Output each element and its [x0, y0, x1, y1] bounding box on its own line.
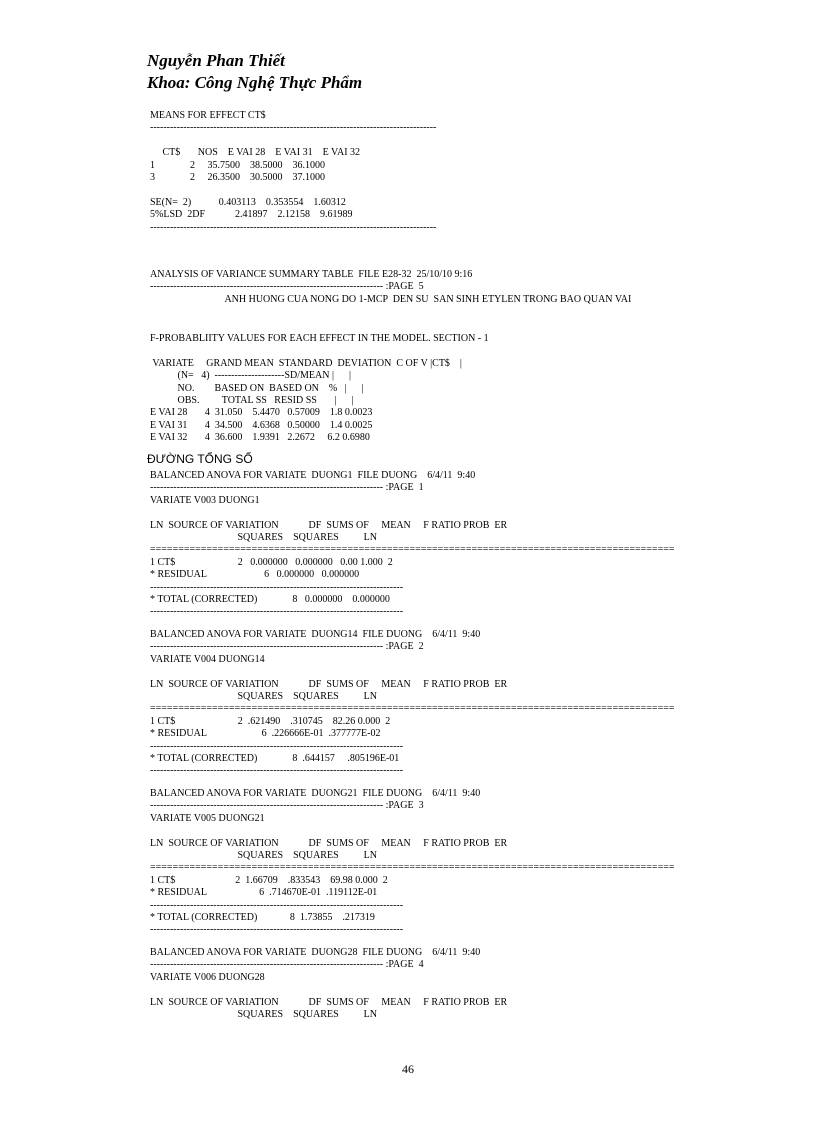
faculty-name: Khoa: Công Nghệ Thực Phẩm	[147, 73, 363, 92]
means-table: MEANS FOR EFFECT CT$ -------------------------------------------------------------------------------------- CT$ NOS E VAI 28 E VAI 31 E VAI 32 1 2 35.7500 38.5000 36.1000 3 2 26.3500 30.5000 37.1000 SE(N= 2) 0.403113 0.353554 1.60312 5%LSD 2DF 2.41897 2.12158 9.61989 --------------------------------------------------------------------------------------	[150, 110, 437, 233]
anova-summary-header: ANALYSIS OF VARIANCE SUMMARY TABLE FILE E28-32 25/10/10 9:16 ---------------------------------------------------------------------- :PAGE 5 ANH HUONG CUA NONG DO 1-MCP DEN SU SAN SINH ETYLEN TRONG BAO QUAN VAI	[150, 269, 632, 305]
anova-duong28: BALANCED ANOVA FOR VARIATE DUONG28 FILE DUONG 6/4/11 9:40 ---------------------------------------------------------------------- :PAGE 4 VARIATE V006 DUONG28 LN SOURCE OF VARIATION DF SUMS OF MEAN F RATIO PROB ER SQUARES SQUARES LN	[150, 947, 508, 1021]
anova-duong21: BALANCED ANOVA FOR VARIATE DUONG21 FILE DUONG 6/4/11 9:40 ---------------------------------------------------------------------- :PAGE 3 VARIATE V005 DUONG21 LN SOURCE OF VARIATION DF SUMS OF MEAN F RATIO PROB ER SQUARES SQUARES LN ============================================================================================= 1 CT$ 2 1.66709 .833543 69.98 0.000 2 * RESIDUAL 6 .714670E-01 .119112E-01 ---------------------------------------------------------------------------- * TOTAL (CORRECTED) 8 1.73855 .217319 ----------------------------------------------------------------------------	[150, 788, 675, 936]
anova-duong14: BALANCED ANOVA FOR VARIATE DUONG14 FILE DUONG 6/4/11 9:40 ---------------------------------------------------------------------- :PAGE 2 VARIATE V004 DUONG14 LN SOURCE OF VARIATION DF SUMS OF MEAN F RATIO PROB ER SQUARES SQUARES LN ============================================================================================= 1 CT$ 2 .621490 .310745 82.26 0.000 2 * RESIDUAL 6 .226666E-01 .377777E-02 ---------------------------------------------------------------------------- * TOTAL (CORRECTED) 8 .644157 .805196E-01 ----------------------------------------------------------------------------	[150, 629, 675, 777]
author-name: Nguyễn Phan Thiết	[147, 51, 285, 70]
f-probability-table: F-PROBABLIITY VALUES FOR EACH EFFECT IN THE MODEL. SECTION - 1 VARIATE GRAND MEAN STANDARD DEVIATION C OF V |CT$ | (N= 4) ---------------------SD/MEAN | | NO. BASED ON BASED ON % | | OBS. TOTAL SS RESID SS | | E VAI 28 4 31.050 5.4470 0.57009 1.8 0.0023 E VAI 31 4 34.500 4.6368 0.50000 1.4 0.0025 E VAI 32 4 36.600 1.9391 2.2672 6.2 0.6980	[150, 333, 489, 444]
anova-duong1: BALANCED ANOVA FOR VARIATE DUONG1 FILE DUONG 6/4/11 9:40 ---------------------------------------------------------------------- :PAGE 1 VARIATE V003 DUONG1 LN SOURCE OF VARIATION DF SUMS OF MEAN F RATIO PROB ER SQUARES SQUARES LN ============================================================================================= 1 CT$ 2 0.000000 0.000000 0.00 1.000 2 * RESIDUAL 6 0.000000 0.000000 ---------------------------------------------------------------------------- * TOTAL (CORRECTED) 8 0.000000 0.000000 ----------------------------------------------------------------------------	[150, 470, 675, 618]
section-heading-duong: ĐƯỜNG TỔNG SỐ	[147, 452, 253, 466]
document-header	[147, 50, 362, 94]
page-number: 46	[402, 1062, 414, 1076]
